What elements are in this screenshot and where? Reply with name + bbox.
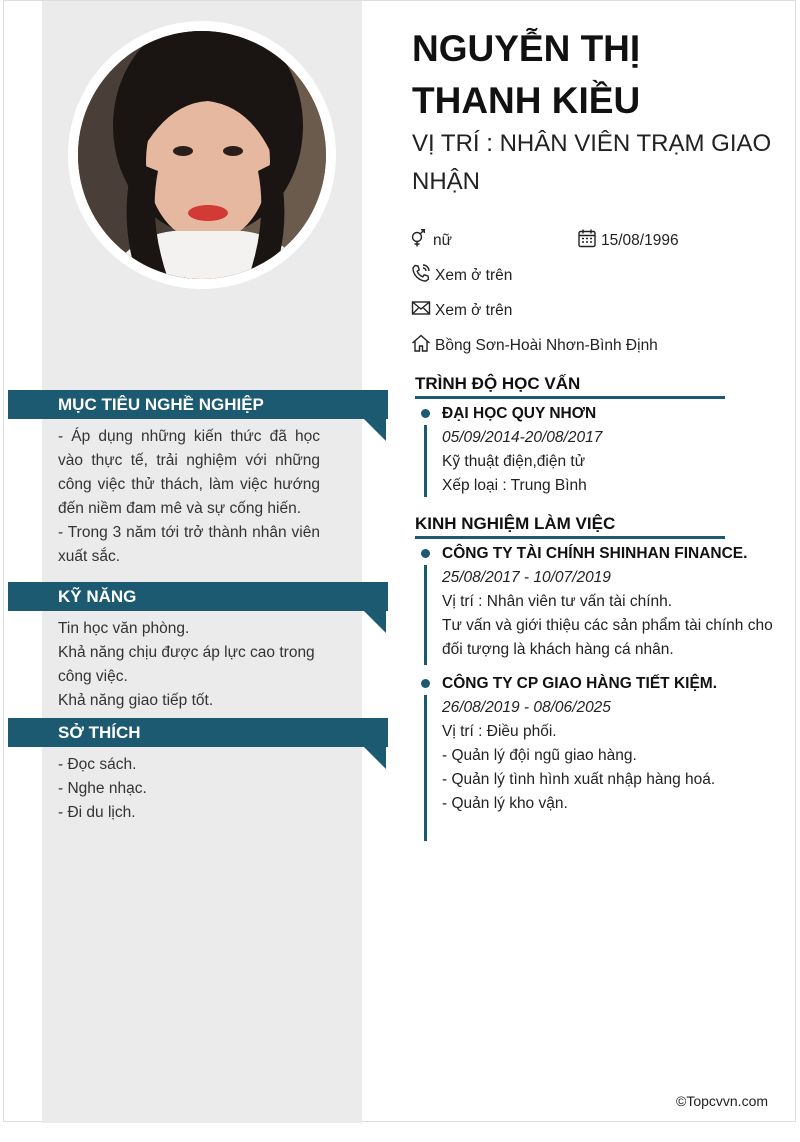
address-info (411, 333, 658, 359)
objective-heading: MỤC TIÊU NGHỀ NGHIỆP (8, 390, 388, 419)
education-dates: 05/09/2014-20/08/2017 (442, 429, 603, 446)
position-title: VỊ TRÍ : NHÂN VIÊN TRẠM GIAO NHẬN (412, 130, 772, 195)
email-value: Xem ở trên (435, 302, 513, 319)
education-major: Kỹ thuật điện,điện tử (442, 453, 586, 470)
footer-credit: ©Topcvvn.com (676, 1093, 769, 1109)
gender-info (409, 228, 452, 254)
objective-heading-fold (364, 419, 386, 441)
gender-value: nữ (433, 232, 452, 249)
job-line: Vị trí : Nhân viên tư vấn tài chính. (442, 593, 673, 610)
email-info (411, 298, 512, 324)
birthdate-info (577, 228, 679, 254)
name-line-1: NGUYỄN THỊ (412, 28, 641, 69)
job-dates: 25/08/2017 - 10/07/2019 (442, 569, 611, 586)
job-line: Vị trí : Điều phối. (442, 723, 557, 740)
education-heading: TRÌNH ĐỘ HỌC VẤN (415, 374, 725, 399)
job-dates: 26/08/2019 - 08/06/2025 (442, 699, 611, 716)
job-company: CÔNG TY CP GIAO HÀNG TIẾT KIỆM. (442, 675, 718, 692)
education-grade: Xếp loại : Trung Bình (442, 477, 587, 494)
timeline-line (424, 565, 427, 665)
job-entry (442, 672, 787, 816)
home-icon (411, 333, 431, 359)
phone-icon (411, 263, 431, 289)
hobbies-heading: SỞ THÍCH (8, 718, 388, 747)
job-line: - Quản lý đội ngũ giao hàng. (442, 747, 637, 764)
skills-text (58, 617, 320, 713)
education-entry (442, 402, 787, 498)
school-name: ĐẠI HỌC QUY NHƠN (442, 405, 597, 422)
cv-page (3, 0, 796, 1122)
birthdate-value: 15/08/1996 (601, 232, 679, 249)
skills-heading-fold (364, 611, 386, 633)
hobby-line: - Đọc sách. (58, 756, 137, 773)
objective-line: - Áp dụng những kiến thức đã học vào thực tế, trải nghiệm với những công việc thử thách, làm việc hướng đến niềm đam mê và sự cống hiến. (58, 428, 320, 517)
hobbies-text (58, 753, 320, 825)
experience-heading: KINH NGHIỆM LÀM VIỆC (415, 514, 725, 539)
address-value: Bồng Sơn-Hoài Nhơn-Bình Định (435, 337, 658, 354)
gender-icon (409, 228, 429, 254)
skills-heading: KỸ NĂNG (8, 582, 388, 611)
skill-line: Khả năng giao tiếp tốt. (58, 692, 214, 709)
objective-line: - Trong 3 năm tới trở thành nhân viên xuất sắc. (58, 524, 320, 565)
hobbies-heading-fold (364, 747, 386, 769)
skill-line: Tin học văn phòng. (58, 620, 190, 637)
profile-photo (78, 31, 326, 279)
full-name (412, 23, 782, 127)
timeline-dot (421, 549, 430, 558)
mail-icon (411, 298, 431, 324)
skill-line: Khả năng chịu được áp lực cao trong công việc. (58, 644, 315, 685)
timeline-dot (421, 679, 430, 688)
job-entry (442, 542, 787, 662)
job-company: CÔNG TY TÀI CHÍNH SHINHAN FINANCE. (442, 545, 748, 562)
objective-text (58, 425, 320, 569)
job-line: Tư vấn và giới thiệu các sản phẩm tài chính cho đối tượng là khách hàng cá nhân. (442, 617, 773, 658)
timeline-dot (421, 409, 430, 418)
timeline-line (424, 425, 427, 497)
name-line-2: THANH KIỀU (412, 80, 641, 121)
job-line: - Quản lý kho vận. (442, 795, 568, 812)
job-line: - Quản lý tình hình xuất nhập hàng hoá. (442, 771, 716, 788)
hobby-line: - Nghe nhạc. (58, 780, 147, 797)
timeline-line (424, 695, 427, 841)
hobby-line: - Đi du lịch. (58, 804, 136, 821)
phone-value: Xem ở trên (435, 267, 513, 284)
calendar-icon (577, 228, 597, 254)
avatar (68, 21, 336, 289)
phone-info (411, 263, 512, 289)
